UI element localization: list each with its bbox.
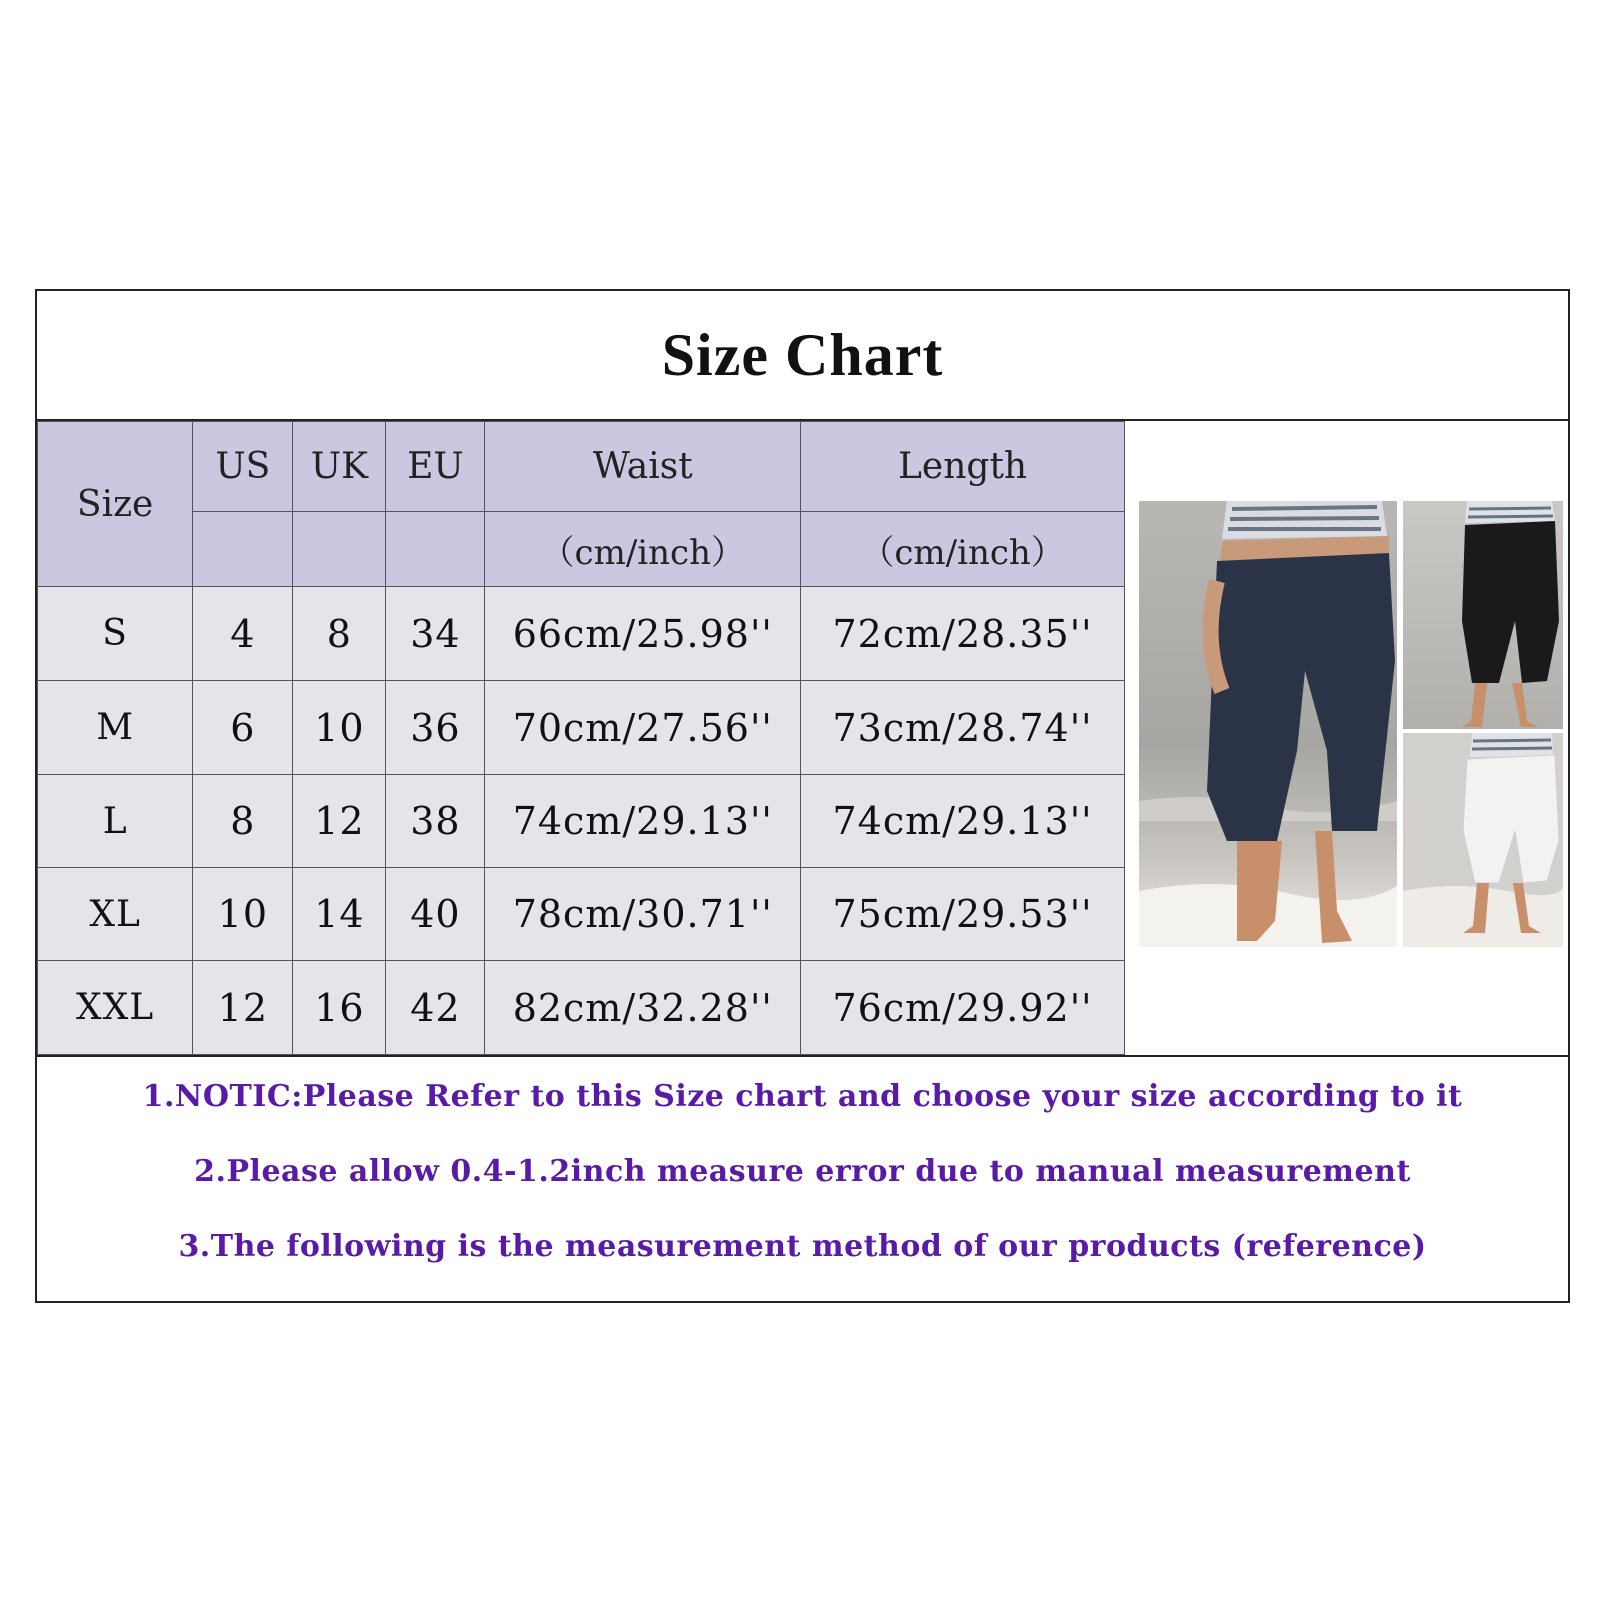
header-waist-unit: （cm/inch）	[485, 512, 801, 587]
note-2: 2.Please allow 0.4-1.2inch measure error due to manual measurement	[194, 1154, 1411, 1189]
cell-uk: 10	[293, 681, 386, 775]
size-chart-title: Size Chart	[37, 291, 1568, 421]
cell-uk: 14	[293, 868, 386, 961]
header-eu: EU	[386, 422, 485, 512]
size-table	[37, 421, 1125, 1055]
cell-us: 12	[193, 961, 293, 1055]
table-header-row	[38, 422, 1125, 512]
black-capri-pants-photo	[1403, 501, 1563, 729]
cell-waist: 66cm/25.98''	[485, 587, 801, 681]
header-us: US	[193, 422, 293, 512]
product-photo-panel	[1127, 421, 1568, 1055]
cell-us: 6	[193, 681, 293, 775]
cell-size: S	[38, 587, 193, 681]
notes-section	[37, 1055, 1568, 1303]
cell-length: 76cm/29.92''	[801, 961, 1125, 1055]
cell-uk: 16	[293, 961, 386, 1055]
cell-waist: 82cm/32.28''	[485, 961, 801, 1055]
cell-eu: 40	[386, 868, 485, 961]
cell-eu: 42	[386, 961, 485, 1055]
table-unit-row	[38, 512, 1125, 587]
cell-us: 10	[193, 868, 293, 961]
cell-eu: 36	[386, 681, 485, 775]
cell-eu: 38	[386, 775, 485, 868]
cell-size: XXL	[38, 961, 193, 1055]
cell-waist: 70cm/27.56''	[485, 681, 801, 775]
header-length: Length	[801, 422, 1125, 512]
cell-waist: 74cm/29.13''	[485, 775, 801, 868]
table-row	[38, 587, 1125, 681]
cell-uk: 8	[293, 587, 386, 681]
header-waist: Waist	[485, 422, 801, 512]
cell-length: 75cm/29.53''	[801, 868, 1125, 961]
table-row	[38, 961, 1125, 1055]
cell-length: 74cm/29.13''	[801, 775, 1125, 868]
cell-length: 73cm/28.74''	[801, 681, 1125, 775]
cell-waist: 78cm/30.71''	[485, 868, 801, 961]
header-length-unit: （cm/inch）	[801, 512, 1125, 587]
cell-size: XL	[38, 868, 193, 961]
table-row	[38, 868, 1125, 961]
cell-length: 72cm/28.35''	[801, 587, 1125, 681]
header-uk-blank	[293, 512, 386, 587]
note-1: 1.NOTIC:Please Refer to this Size chart and choose your size according to it	[142, 1079, 1463, 1114]
cell-size: L	[38, 775, 193, 868]
navy-capri-pants-photo	[1139, 501, 1397, 947]
cell-uk: 12	[293, 775, 386, 868]
table-row	[38, 681, 1125, 775]
table-row	[38, 775, 1125, 868]
product-photos	[1127, 421, 1568, 1055]
header-us-blank	[193, 512, 293, 587]
size-chart-frame	[35, 289, 1570, 1303]
header-eu-blank	[386, 512, 485, 587]
cell-size: M	[38, 681, 193, 775]
header-uk: UK	[293, 422, 386, 512]
note-3: 3.The following is the measurement method of our products (reference)	[178, 1229, 1427, 1264]
cell-us: 8	[193, 775, 293, 868]
cell-us: 4	[193, 587, 293, 681]
header-size: Size	[38, 422, 193, 587]
white-capri-pants-photo	[1403, 733, 1563, 947]
cell-eu: 34	[386, 587, 485, 681]
